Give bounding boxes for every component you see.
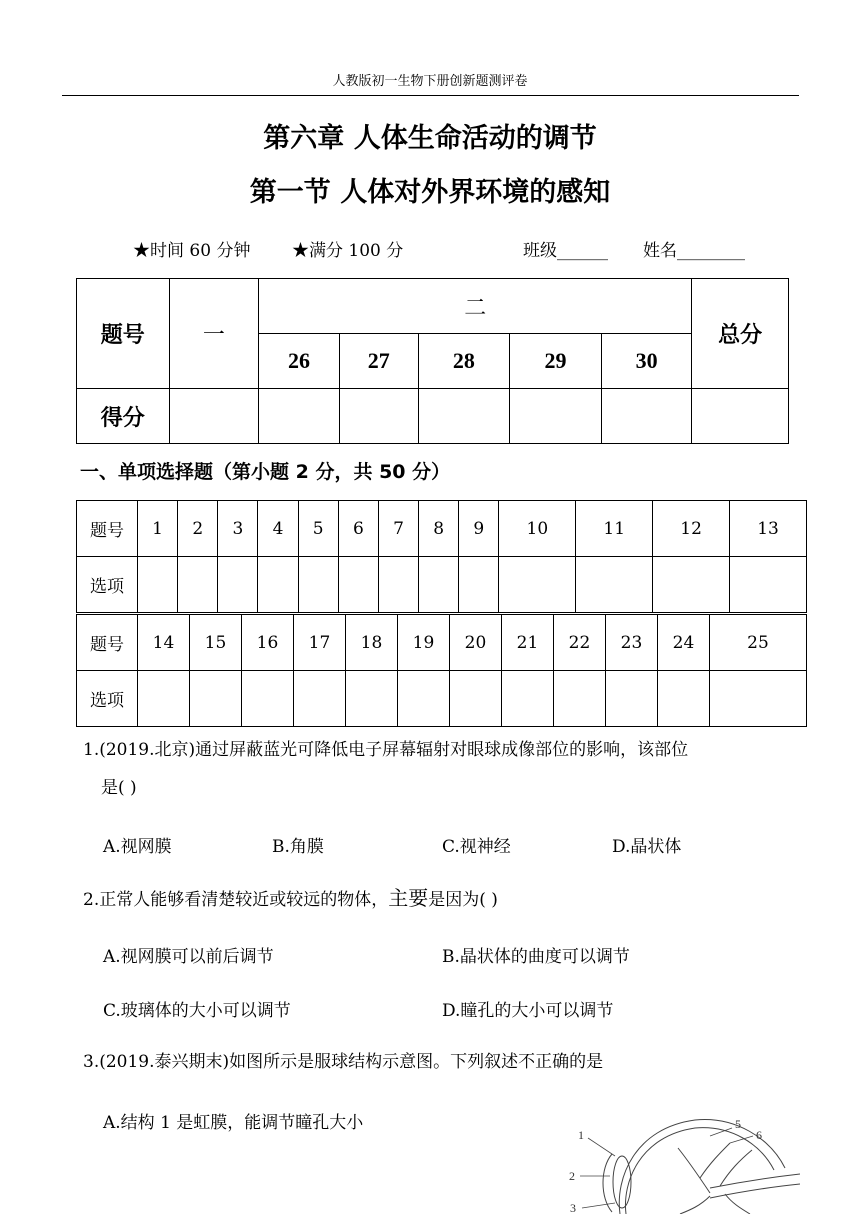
eye-optic-nerve xyxy=(710,1184,800,1198)
score-q30: 30 xyxy=(601,334,692,389)
score-q26: 26 xyxy=(259,334,340,389)
answer-cell[interactable] xyxy=(378,557,418,613)
question-2-text-pre: 2.正常人能够看清楚较近或较远的物体， xyxy=(83,890,389,910)
score-total: 总分 xyxy=(692,279,789,389)
question-3-option-a[interactable]: A.结构 1 是虹膜，能调节瞳孔大小 xyxy=(103,1113,364,1133)
answer-num: 1 xyxy=(138,501,178,557)
answer-label-option: 选项 xyxy=(77,671,138,727)
eye-inner-wall xyxy=(625,1128,774,1214)
answer-num: 19 xyxy=(398,615,450,671)
question-2-text-post: 是因为( ) xyxy=(428,890,498,910)
answer-num: 10 xyxy=(499,501,576,557)
answer-num: 8 xyxy=(419,501,459,557)
section-heading: 一、单项选择题（第小题 2 分，共 50 分） xyxy=(80,461,451,483)
eye-blood-vessel xyxy=(678,1143,752,1193)
answer-cell[interactable] xyxy=(298,557,338,613)
answer-num: 23 xyxy=(606,615,658,671)
score-q28: 28 xyxy=(418,334,510,389)
question-2-option-a[interactable]: A.视网膜可以前后调节 xyxy=(103,947,274,967)
question-2-text xyxy=(83,886,498,910)
class-field[interactable]: 班级______ xyxy=(523,241,608,261)
diagram-label-3: 3 xyxy=(570,1201,576,1214)
eye-diagram xyxy=(560,1108,800,1214)
score-q27: 27 xyxy=(339,334,418,389)
score-cell[interactable] xyxy=(510,389,602,444)
question-3-text: 3.(2019.泰兴期末)如图所示是服球结构示意图。下列叙述不正确的是 xyxy=(83,1052,604,1072)
label-line-3 xyxy=(582,1203,615,1208)
answer-num: 25 xyxy=(710,615,807,671)
answer-num: 14 xyxy=(138,615,190,671)
name-field[interactable]: 姓名________ xyxy=(643,241,745,261)
answer-cell[interactable] xyxy=(338,557,378,613)
answer-cell[interactable] xyxy=(138,557,178,613)
answer-cell[interactable] xyxy=(450,671,502,727)
answer-cell[interactable] xyxy=(606,671,658,727)
time-info: ★时间 60 分钟 xyxy=(133,241,251,261)
score-cell[interactable] xyxy=(259,389,340,444)
question-2-option-b[interactable]: B.晶状体的曲度可以调节 xyxy=(442,947,630,967)
answer-num: 3 xyxy=(218,501,258,557)
answer-cell[interactable] xyxy=(419,557,459,613)
score-label-points: 得分 xyxy=(77,389,170,444)
question-2-emphasis: 主要 xyxy=(388,886,429,910)
answer-label-number: 题号 xyxy=(77,615,138,671)
page-header: 人教版初一生物下册创新题测评卷 xyxy=(332,74,528,89)
label-line-1 xyxy=(588,1138,615,1156)
answer-cell[interactable] xyxy=(730,557,807,613)
score-cell[interactable] xyxy=(418,389,510,444)
answer-num: 17 xyxy=(294,615,346,671)
answer-num: 13 xyxy=(730,501,807,557)
answer-num: 18 xyxy=(346,615,398,671)
score-info: ★满分 100 分 xyxy=(292,241,404,261)
answer-cell[interactable] xyxy=(190,671,242,727)
score-cell[interactable] xyxy=(339,389,418,444)
question-2-option-d[interactable]: D.瞳孔的大小可以调节 xyxy=(442,1001,614,1021)
score-label-number: 题号 xyxy=(77,279,170,389)
score-cell[interactable] xyxy=(692,389,789,444)
answer-num: 22 xyxy=(554,615,606,671)
answer-num: 4 xyxy=(258,501,298,557)
answer-num: 7 xyxy=(378,501,418,557)
answer-num: 16 xyxy=(242,615,294,671)
answer-cell[interactable] xyxy=(499,557,576,613)
answer-num: 2 xyxy=(178,501,218,557)
answer-cell[interactable] xyxy=(178,557,218,613)
diagram-label-6: 6 xyxy=(756,1128,762,1142)
diagram-label-5: 5 xyxy=(735,1117,741,1131)
question-1-option-b[interactable]: B.角膜 xyxy=(272,837,324,857)
answer-table-1 xyxy=(76,500,807,613)
answer-num: 21 xyxy=(502,615,554,671)
answer-cell[interactable] xyxy=(138,671,190,727)
question-1-option-d[interactable]: D.晶状体 xyxy=(612,837,682,857)
answer-cell[interactable] xyxy=(576,557,653,613)
answer-cell[interactable] xyxy=(459,557,499,613)
chapter-title: 第六章 人体生命活动的调节 xyxy=(263,123,597,154)
score-cell[interactable] xyxy=(169,389,259,444)
answer-num: 9 xyxy=(459,501,499,557)
score-q29: 29 xyxy=(510,334,602,389)
score-part1: 一 xyxy=(169,279,259,389)
diagram-label-2: 2 xyxy=(569,1169,575,1183)
score-part2: 二 xyxy=(259,279,692,334)
question-1-text-cont: 是( ) xyxy=(101,778,137,798)
answer-num: 12 xyxy=(653,501,730,557)
score-cell[interactable] xyxy=(601,389,692,444)
question-1-option-a[interactable]: A.视网膜 xyxy=(103,837,172,857)
answer-num: 5 xyxy=(298,501,338,557)
answer-cell[interactable] xyxy=(218,557,258,613)
answer-num: 11 xyxy=(576,501,653,557)
answer-num: 15 xyxy=(190,615,242,671)
answer-cell[interactable] xyxy=(653,557,730,613)
answer-cell[interactable] xyxy=(258,557,298,613)
answer-num: 20 xyxy=(450,615,502,671)
answer-table-2 xyxy=(76,614,807,727)
answer-num: 24 xyxy=(658,615,710,671)
question-1-text: 1.(2019.北京)通过屏蔽蓝光可降低电子屏幕辐射对眼球成像部位的影响，该部位 xyxy=(83,740,689,760)
header-rule xyxy=(62,95,799,96)
answer-label-number: 题号 xyxy=(77,501,138,557)
diagram-label-1: 1 xyxy=(578,1128,584,1142)
answer-cell[interactable] xyxy=(658,671,710,727)
answer-cell[interactable] xyxy=(554,671,606,727)
section-title: 第一节 人体对外界环境的感知 xyxy=(249,177,611,208)
answer-num: 6 xyxy=(338,501,378,557)
answer-cell[interactable] xyxy=(398,671,450,727)
answer-cell[interactable] xyxy=(242,671,294,727)
answer-cell[interactable] xyxy=(710,671,807,727)
answer-label-option: 选项 xyxy=(77,557,138,613)
answer-cell[interactable] xyxy=(294,671,346,727)
answer-cell[interactable] xyxy=(502,671,554,727)
answer-cell[interactable] xyxy=(346,671,398,727)
score-table xyxy=(76,278,789,444)
question-2-option-c[interactable]: C.玻璃体的大小可以调节 xyxy=(103,1001,291,1021)
question-1-option-c[interactable]: C.视神经 xyxy=(442,837,511,857)
